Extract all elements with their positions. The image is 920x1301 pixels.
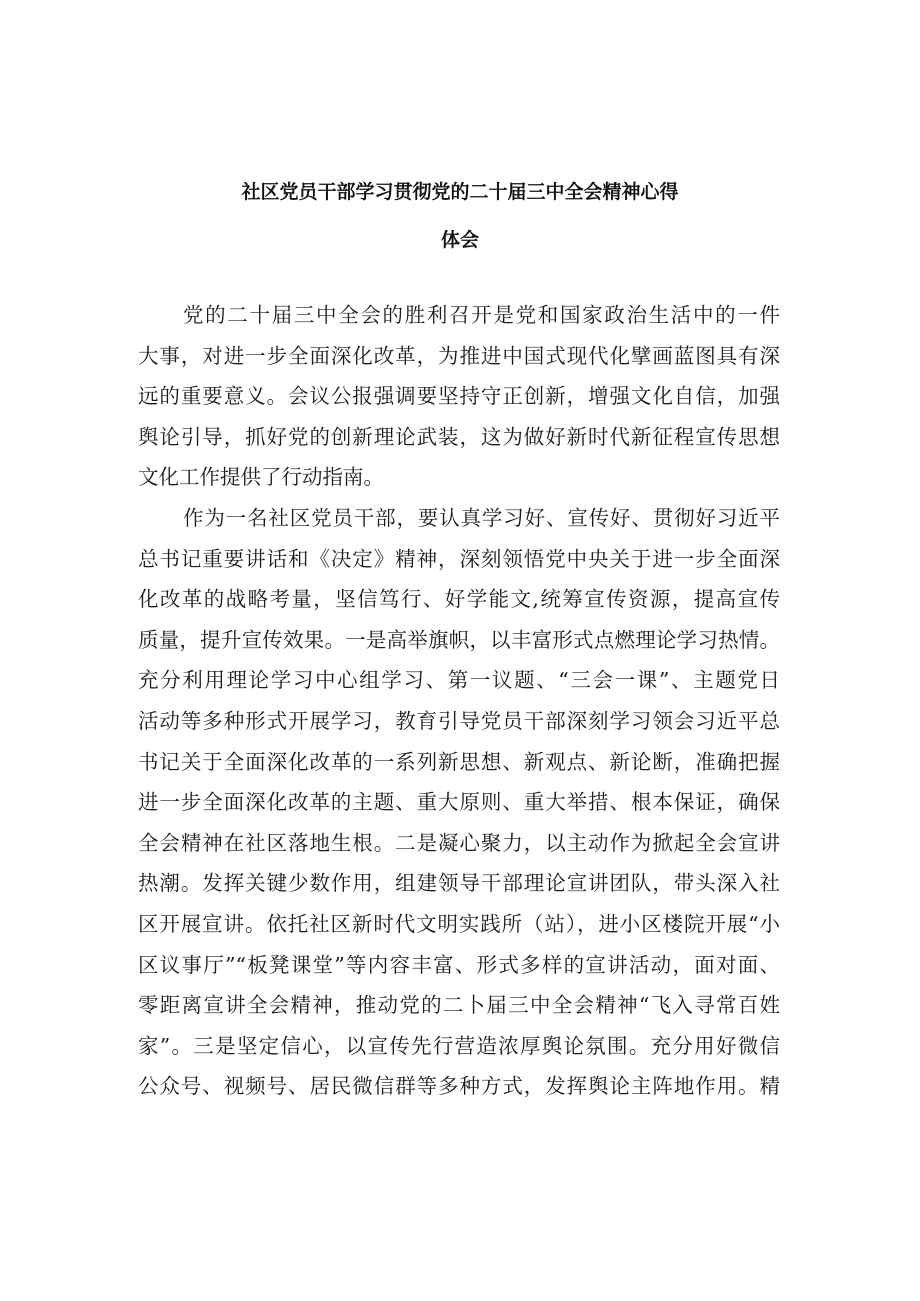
text-line: 质量，提升宣传效果。一是高举旗帜，以丰富形式点燃理论学习热情。 xyxy=(138,627,780,652)
title-line: 体会 xyxy=(440,229,479,251)
text-line: 活动等多种形式开展学习，教育引导党员干部深刻学习领会习近平总 xyxy=(138,708,780,733)
text-line: 充分利用理论学习中心组学习、第一议题、“三会一课”、主题党日 xyxy=(138,668,780,693)
text-line: 远的重要意义。会议公报强调要坚持守正创新，增强文化自信，加强 xyxy=(138,384,780,409)
text-line: 文化工作提供了行动指南。 xyxy=(138,465,384,490)
document-body xyxy=(138,295,780,1107)
title-line: 社区党员干部学习贯彻党的二十届三中全会精神心得 xyxy=(241,181,679,203)
paragraph-2 xyxy=(138,498,780,1107)
text-line: 大事，对进一步全面深化改革，为推进中国式现代化擘画蓝图具有深 xyxy=(138,343,780,368)
text-line: 公众号、视频号、居民微信群等多种方式，发挥舆论主阵地作用。精 xyxy=(138,1074,780,1099)
text-line: 全会精神在社区落地生根。二是凝心聚力，以主动作为掀起全会宣讲 xyxy=(138,830,780,855)
text-line: 总书记重要讲话和《决定》精神，深刻领悟党中央关于进一步全面深 xyxy=(138,546,780,571)
text-line: 党的二十届三中全会的胜利召开是党和国家政治生活中的一件 xyxy=(183,303,780,327)
text-line: 热潮。发挥关键少数作用，组建领导干部理论宣讲团队，带头深入社 xyxy=(138,871,780,896)
text-line: 家”。三是坚定信心，以宣传先行营造浓厚舆论氛围。充分用好微信 xyxy=(138,1033,780,1058)
text-line: 作为一名社区党员干部，要认真学习好、宣传好、贯彻好习近平 xyxy=(183,505,780,530)
text-line: 舆论引导，抓好党的创新理论武装，这为做好新时代新征程宣传思想 xyxy=(138,424,780,449)
text-line: 书记关于全面深化改革的一系列新思想、新观点、新论断，准确把握 xyxy=(138,749,780,774)
text-line: 零距离宣讲全会精神，推动党的二卜届三中全会精神“飞入寻常百姓 xyxy=(138,993,780,1018)
document-title xyxy=(130,168,790,264)
text-line: 区议事厅”“板凳课堂”等内容丰富、形式多样的宣讲活动，面对面、 xyxy=(138,952,780,977)
text-line: 进一步全面深化改革的主题、重大原则、重大举措、根本保证，确保 xyxy=(138,790,780,815)
paragraph-1 xyxy=(138,295,780,498)
text-line: 化改革的战略考量，坚信笃行、好学能文,统筹宣传资源，提高宣传 xyxy=(138,587,780,612)
text-line: 区开展宣讲。依托社区新时代文明实践所（站），进小区楼院开展“小 xyxy=(138,911,780,936)
